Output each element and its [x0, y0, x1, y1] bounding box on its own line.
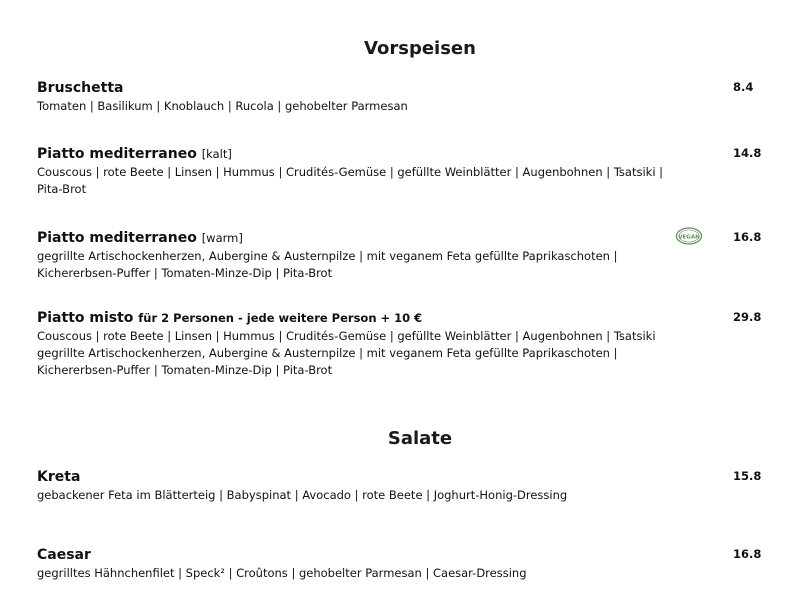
menu-item-bruschetta [37, 80, 777, 115]
menu-item-piatto-mediterraneo-kalt [37, 146, 777, 198]
item-price: 16.8 [733, 547, 762, 561]
item-description: Couscous | rote Beete | Linsen | Hummus | Crudités-Gemüse | gefüllte Weinblätter | Augenbohnen | Tsatsiki | Pita-Brot [37, 165, 664, 196]
item-price: 16.8 [733, 230, 762, 244]
item-price: 14.8 [733, 146, 762, 160]
item-description: Couscous | rote Beete | Linsen | Hummus | Crudités-Gemüse | gefüllte Weinblätter | Augenbohnen | Tsatsiki gegrillte Artischockenherzen, Aubergine & Austernpilze | mit veganem Feta gefüllte Paprikaschoten | Kichererbsen-Puffer | Tomaten-Minze-Dip | Pita-Brot [37, 329, 656, 377]
section-title-salads: Salate [387, 428, 453, 449]
item-price: 8.4 [733, 80, 754, 94]
item-name: Bruschetta [37, 80, 124, 96]
item-name: Kreta [37, 469, 81, 485]
item-note: [warm] [201, 231, 243, 245]
item-description: gebackener Feta im Blätterteig | Babyspinat | Avocado | rote Beete | Joghurt-Honig-Dressing [37, 488, 568, 502]
item-name: Piatto misto für 2 Personen - jede weitere Person + 10 € [37, 310, 423, 326]
item-price: 15.8 [733, 469, 762, 483]
item-name: Piatto mediterraneo [kalt] [37, 146, 232, 162]
menu-item-piatto-misto [37, 310, 777, 379]
item-name: Caesar [37, 547, 91, 563]
item-description: Tomaten | Basilikum | Knoblauch | Rucola | gehobelter Parmesan [37, 99, 408, 113]
item-description: gegrilltes Hähnchenfilet | Speck² | Croûtons | gehobelter Parmesan | Caesar-Dressing [37, 566, 527, 580]
item-note: für 2 Personen - jede weitere Person + 10 € [138, 311, 423, 325]
menu-item-kreta [37, 469, 777, 504]
vegan-badge-label: VEGAN [678, 234, 700, 241]
vegan-badge-icon [675, 226, 703, 246]
item-name: Piatto mediterraneo [warm] [37, 230, 243, 246]
section-title-starters: Vorspeisen [364, 38, 476, 59]
item-description: gegrillte Artischockenherzen, Aubergine & Austernpilze | mit veganem Feta gefüllte Paprikaschoten | Kichererbsen-Puffer | Tomaten-Minze-Dip | Pita-Brot [37, 249, 618, 280]
menu-item-piatto-mediterraneo-warm [37, 230, 777, 282]
item-note: [kalt] [201, 147, 232, 161]
menu-item-caesar [37, 547, 777, 582]
item-price: 29.8 [733, 310, 762, 324]
